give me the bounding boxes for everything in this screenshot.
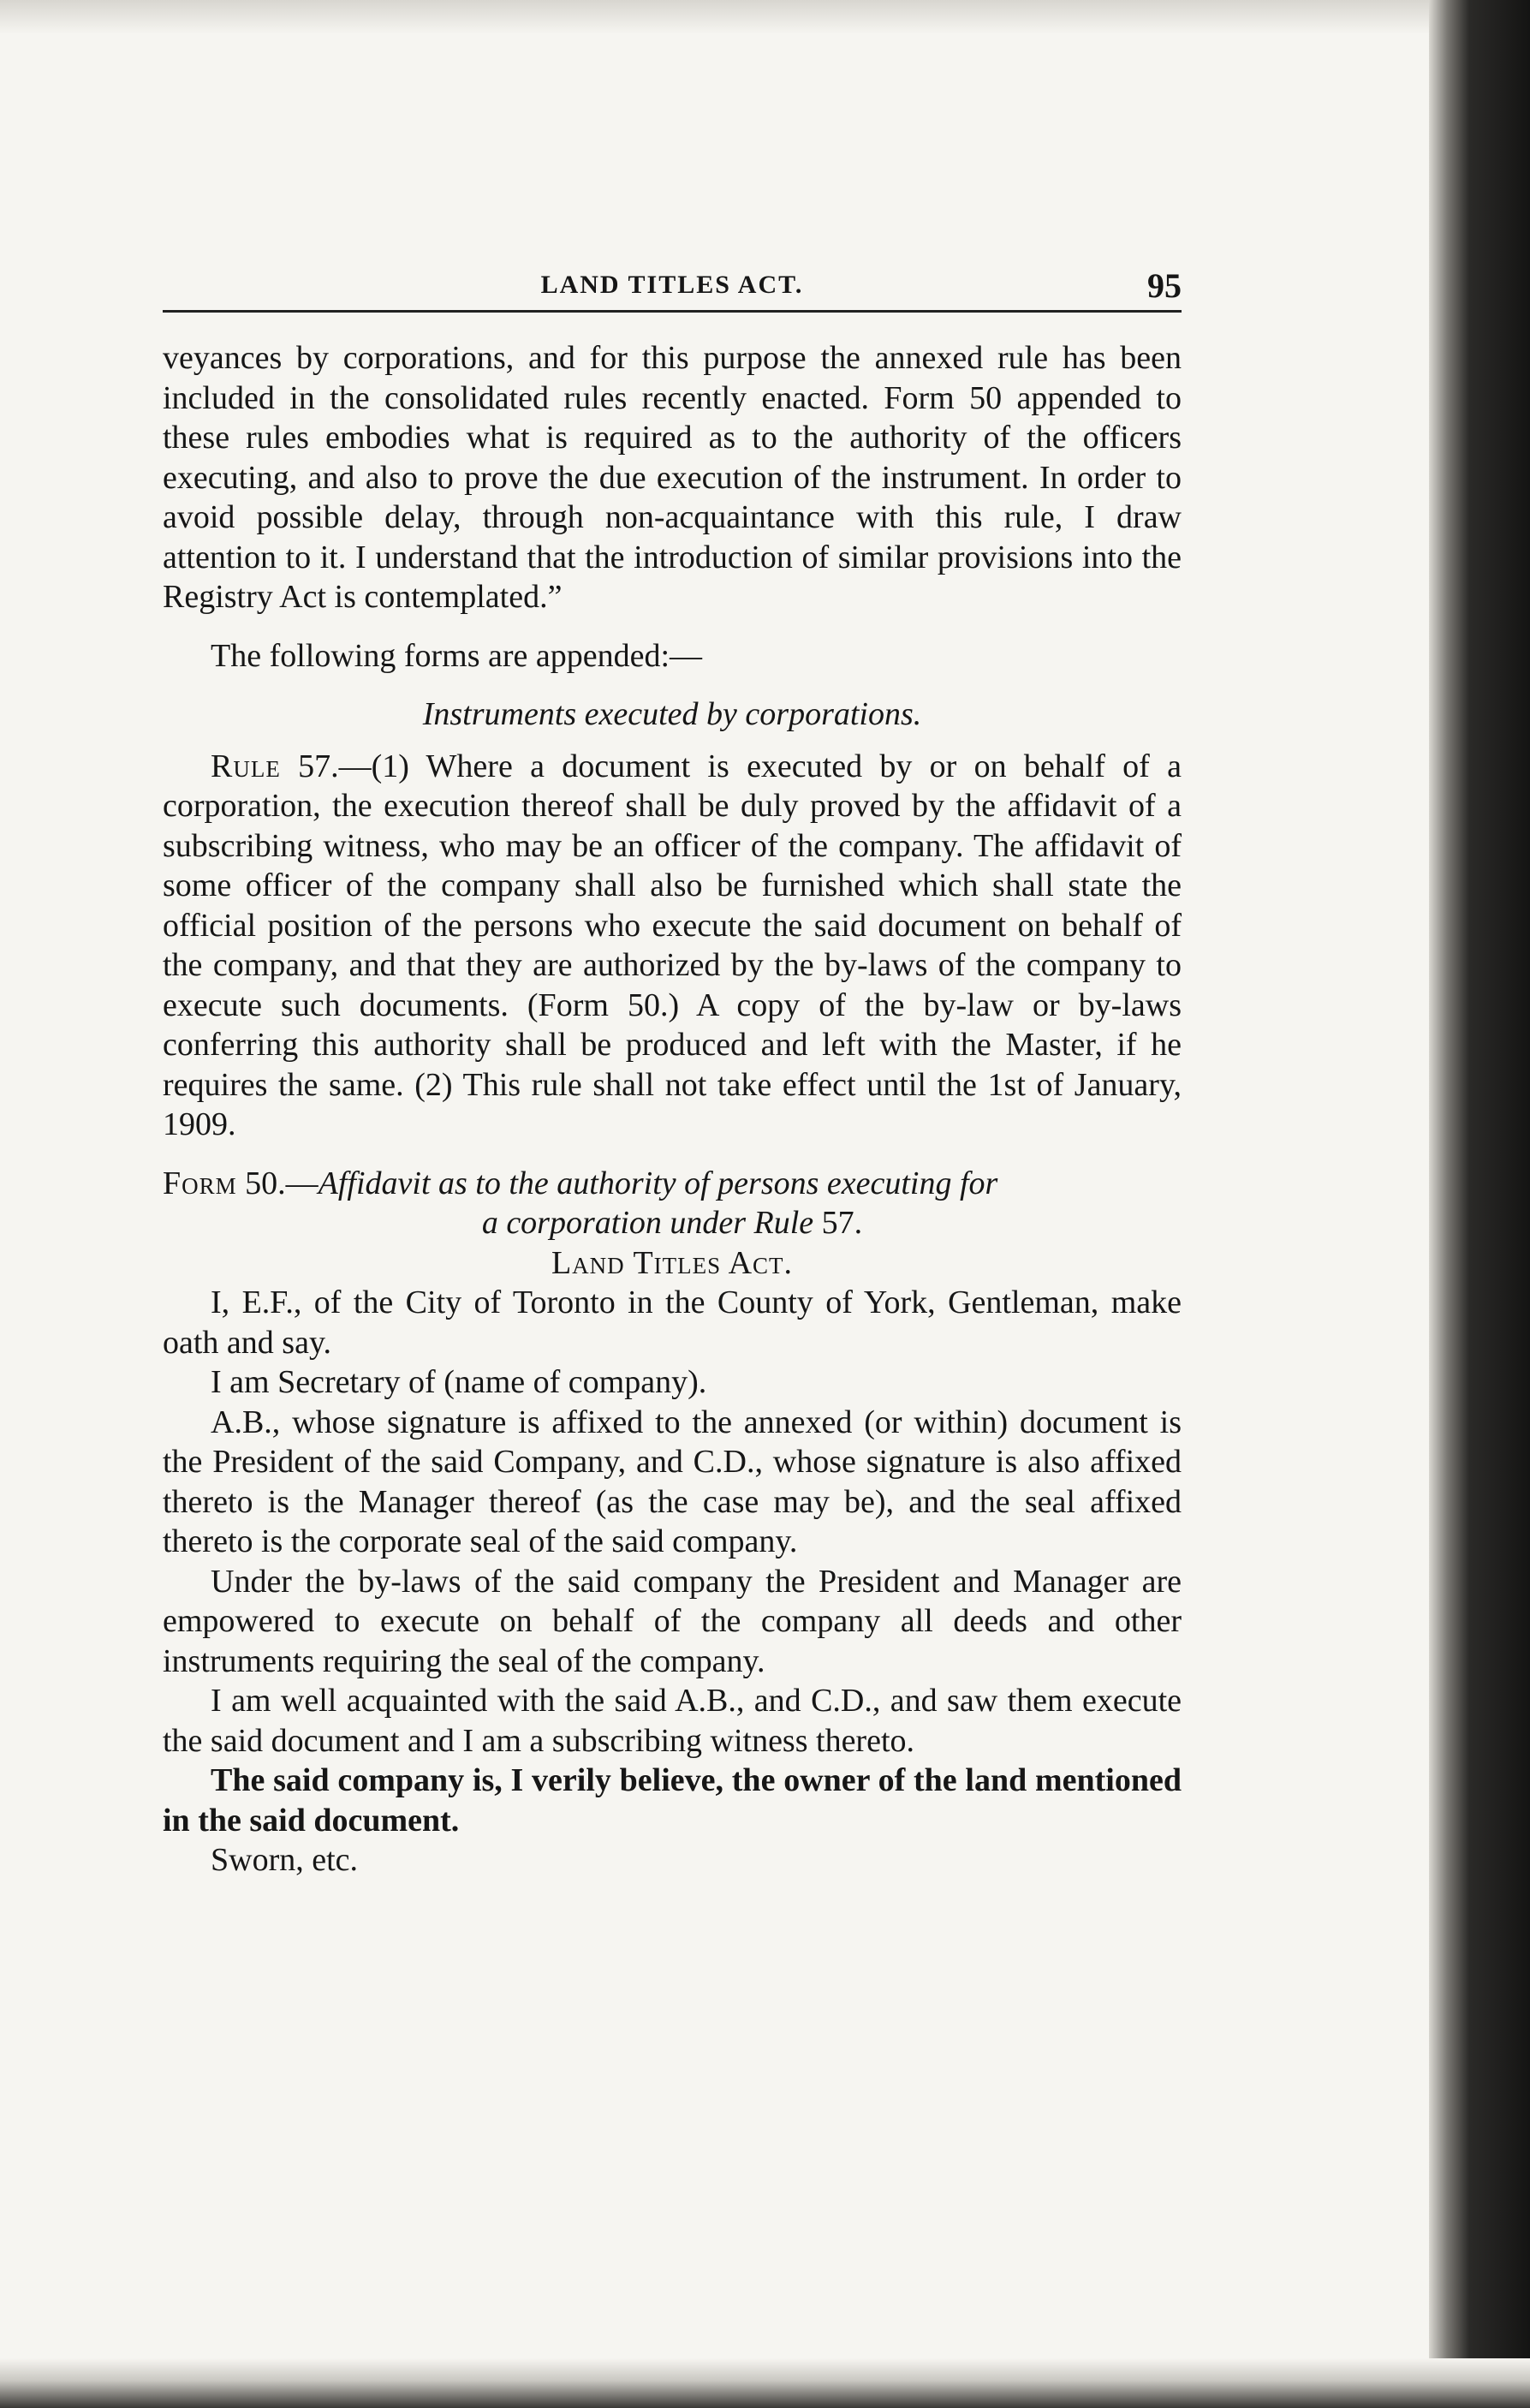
- rule-label: Rule: [211, 748, 281, 784]
- affidavit-bylaws: Under the by-laws of the said company the President and Manager are empowered to execute on behalf of the company all deeds and other instruments requiring the seal of the company.: [163, 1563, 1182, 1679]
- book-page: [163, 265, 1182, 1881]
- running-header: [163, 265, 1182, 313]
- form-label: Form: [163, 1165, 237, 1201]
- paragraph-continuation: veyances by corporations, and for this purpose the annexed rule has been included in the consolidated rules recently enacted. Form 50 appended to these rules embodies what is required as to the authority of the officers executing, and also to prove the due execution of the instrument. In order to avoid possible delay, through non-acquaintance with this rule, I draw attention to it. I understand that the introduction of similar provisions into the Registry Act is contemplated.”: [163, 340, 1182, 615]
- affidavit-ownership: The said company is, I verily believe, the owner of the land mentioned in the said document.: [163, 1762, 1182, 1839]
- scan-binding-shadow: [1429, 0, 1530, 2408]
- scan-top-edge: [0, 0, 1530, 34]
- page-number: 95: [1147, 266, 1182, 305]
- rule-57-paragraph: [163, 747, 1182, 1145]
- rule-57-text: 57.—(1) Where a document is executed by or on behalf of a corporation, the execution thereof shall be duly proved by the affidavit of a subscribing witness, who may be an officer of the company. The affidavit of some officer of the company shall also be furnished which shall state the official position of the persons who execute the said document on behalf of the company, and that they are authorized by the by-laws of the company to execute such documents. (Form 50.) A copy of the by-law or by-laws conferring this authority shall be produced and left with the Master, if he requires the same. (2) This rule shall not take effect until the 1st of January, 1909.: [163, 748, 1182, 1142]
- affidavit-position: I am Secretary of (name of company).: [211, 1364, 707, 1400]
- page-body: [163, 338, 1182, 1881]
- form-act-title: Land Titles Act.: [551, 1244, 794, 1281]
- scan-bottom-edge: [0, 2358, 1530, 2408]
- section-heading-text: Instruments executed by corporations.: [422, 696, 922, 732]
- section-heading: [163, 694, 1182, 735]
- affidavit-signatories: A.B., whose signature is affixed to the annexed (or within) document is the President of the said Company, and C.D., whose signature is also affixed thereto is the Manager thereof (as the case may be), and the seal affixed thereto is the corporate seal of the said company.: [163, 1404, 1182, 1559]
- form-50-heading: [163, 1164, 1182, 1243]
- running-title: LAND TITLES ACT.: [540, 271, 804, 299]
- affidavit-jurat: Sworn, etc.: [211, 1842, 359, 1878]
- form-title-line-1: Affidavit as to the authority of persons executing for: [318, 1165, 998, 1201]
- affidavit-deponent: I, E.F., of the City of Toronto in the County of York, Gentleman, make oath and say.: [163, 1284, 1182, 1361]
- affidavit-witness: I am well acquainted with the said A.B., and C.D., and saw them execute the said document and I am a subscribing witness thereto.: [163, 1683, 1182, 1759]
- form-number: 50.—: [236, 1165, 319, 1201]
- form-title-line-2: a corporation under Rule: [481, 1205, 814, 1241]
- form-title-rule-number: 57.: [813, 1205, 863, 1241]
- paragraph-forms-intro: The following forms are appended:—: [211, 637, 703, 674]
- form-title-line-2-wrap: [163, 1203, 1182, 1243]
